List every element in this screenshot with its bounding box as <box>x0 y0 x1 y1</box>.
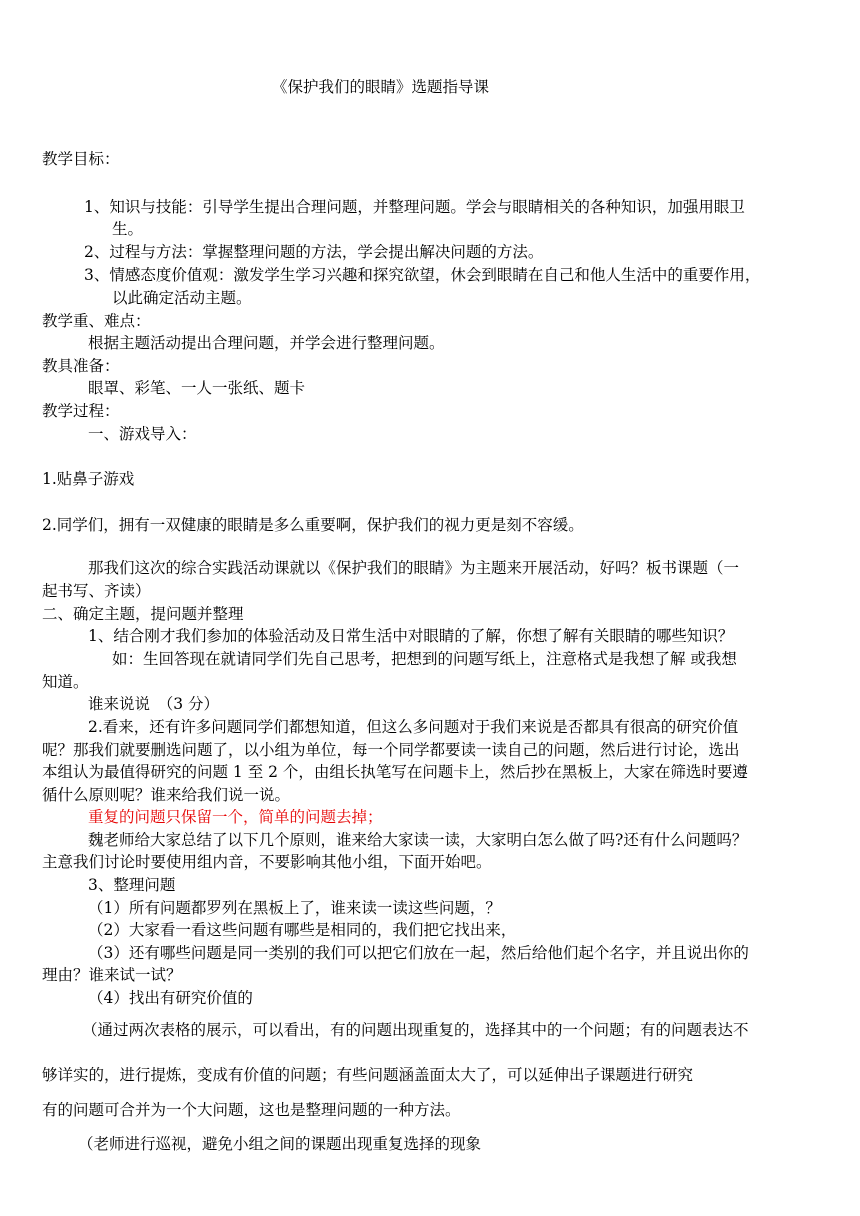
page-title: 《保护我们的眼睛》选题指导课 <box>272 78 490 96</box>
students-paragraph: 2.同学们，拥有一双健康的眼睛是多么重要啊，保护我们的视力更是刻不容缓。 <box>42 516 584 534</box>
part-1-heading: 一、游戏导入： <box>88 425 197 443</box>
objective-2: 2、过程与方法：掌握整理问题的方法，学会提出解决问题的方法。 <box>84 243 544 261</box>
wei-paragraph-line-1: 魏老师给大家总结了以下几个原则，谁来给大家读一读，大家明白怎么做了吗?还有什么问题吗？ <box>88 831 748 849</box>
objective-1-line-2: 生。 <box>112 220 144 238</box>
who-speaks: 谁来说说 （3 分） <box>88 695 220 713</box>
materials-heading: 教具准备： <box>42 357 120 375</box>
step-2-line-3: 本组认为最值得研究的问题 1 至 2 个，由组长执笔写在问题卡上，然后抄在黑板上，大家在筛选时要遵 <box>42 763 748 781</box>
red-principle: 重复的问题只保留一个，简单的问题去掉； <box>88 808 383 826</box>
step-3-heading: 3、整理问题 <box>88 876 176 894</box>
question-1: （1）所有问题都罗列在黑板上了，谁来读一读这些问题，？ <box>88 899 501 917</box>
question-3-line-1: （3）还有哪些问题是同一类别的我们可以把它们放在一起，然后给他们起个名字，并且说出你的 <box>88 944 749 962</box>
note-line-1: （通过两次表格的展示，可以看出，有的问题出现重复的，选择其中的一个问题；有的问题表达不 <box>82 1021 749 1039</box>
keypoints-heading: 教学重、难点： <box>42 312 151 330</box>
materials-text: 眼罩、彩笔、一人一张纸、题卡 <box>88 379 306 397</box>
step-1-line-1: 1、结合刚才我们参加的体验活动及日常生活中对眼睛的了解，你想了解有关眼睛的哪些知识？ <box>88 627 734 645</box>
part-2-heading: 二、确定主题，提问题并整理 <box>42 605 244 623</box>
keypoints-text: 根据主题活动提出合理问题，并学会进行整理问题。 <box>88 334 445 352</box>
theme-paragraph-line-1: 那我们这次的综合实践活动课就以《保护我们的眼睛》为主题来开展活动，好吗？板书课题（一 <box>88 559 740 577</box>
objective-3-line-1: 3、情感态度价值观：激发学生学习兴趣和探究欲望，休会到眼睛在自己和他人生活中的重要作用， <box>84 266 761 284</box>
question-3-line-2: 理由？谁来试一试？ <box>42 966 182 984</box>
objective-3-line-2: 以此确定活动主题。 <box>112 289 252 307</box>
step-1-line-2: 如：生回答现在就请同学们先自己思考，把想到的问题写纸上，注意格式是我想了解 或我想 <box>112 650 737 668</box>
question-4: （4）找出有研究价值的 <box>88 989 253 1007</box>
step-2-line-2: 呢？那我们就要删选问题了，以小组为单位，每一个同学都要读一读自己的问题，然后进行讨论，选出 <box>42 741 740 759</box>
step-2-line-4: 循什么原则呢？谁来给我们说一说。 <box>42 786 291 804</box>
teacher-note: （老师进行巡视，避免小组之间的课题出现重复选择的现象 <box>78 1135 482 1153</box>
question-2: （2）大家看一看这些问题有哪些是相同的，我们把它找出来， <box>88 921 517 939</box>
wei-paragraph-line-2: 主意我们讨论时要使用组内音，不要影响其他小组，下面开始吧。 <box>42 853 492 871</box>
note-line-2: 够详实的，进行提炼，变成有价值的问题；有些问题涵盖面太大了，可以延伸出子课题进行研究 <box>42 1066 694 1084</box>
note-line-3: 有的问题可合并为一个大问题，这也是整理问题的一种方法。 <box>42 1101 461 1119</box>
game-item: 1.贴鼻子游戏 <box>42 470 135 488</box>
objectives-heading: 教学目标： <box>42 150 120 168</box>
process-heading: 教学过程： <box>42 402 120 420</box>
step-2-line-1: 2.看来，还有许多问题同学们都想知道，但这么多问题对于我们来说是否都具有很高的研究价值 <box>88 718 739 736</box>
objective-1-line-1: 1、知识与技能：引导学生提出合理问题，并整理问题。学会与眼睛相关的各种知识，加强用眼卫 <box>84 198 745 216</box>
step-1-line-3: 知道。 <box>42 673 89 691</box>
theme-paragraph-line-2: 起书写、齐读） <box>42 582 151 600</box>
